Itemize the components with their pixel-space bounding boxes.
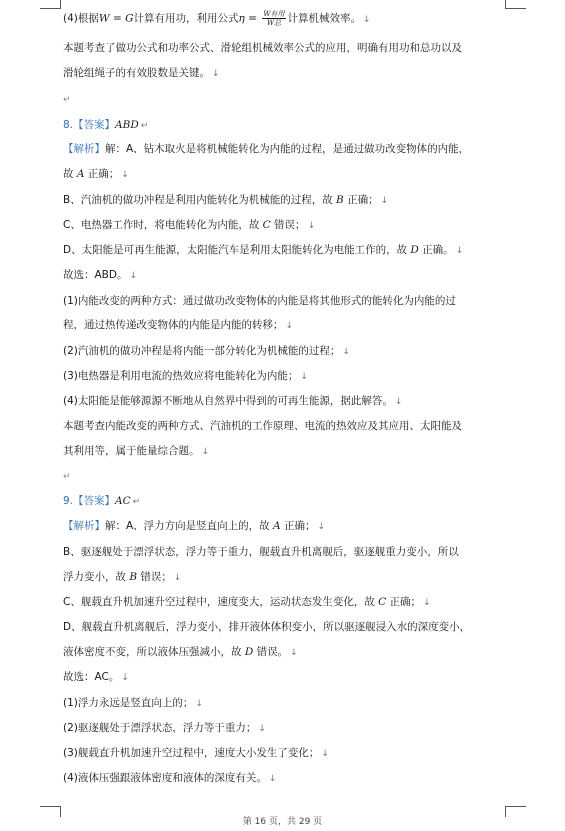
text-run: (3)电热器是利用电流的热效应将电能转化为内能； [63,370,299,382]
question-9-answer [63,494,140,509]
text-run: 计算有用功，利用公式 [133,12,239,25]
answer-mark: ↵ [132,497,141,507]
analysis-tag: 【解析】 [63,520,105,532]
option-letter: D [244,646,254,658]
line-end-mark: ↓ [307,221,316,231]
text-run: B、汽油机的做功冲程是利用内能转化为机械能的过程，故 [63,194,337,206]
text-line [63,721,266,736]
math-eta: η [238,12,245,25]
text-line [63,193,388,208]
line-end-mark: ↓ [394,397,403,407]
option-letter: B [336,194,344,206]
line-end-mark: ↓ [129,271,138,281]
text-line [63,344,350,359]
text-run: 解：A、浮力方向是竖直向上的，故 [105,520,274,532]
fraction-numerator: W有用 [263,10,285,18]
text-run: C、舰载直升机加速升空过程中，速度变大，运动状态发生变化，故 [63,596,379,608]
text-run: 本题考查内能改变的两种方式、汽油机的工作原理、电流的热效应及其应用、太阳能及 [63,420,462,432]
text-line [63,243,463,258]
answer-value: AC [115,495,131,507]
text-run: 其利用等，属于能量综合题。 [63,445,200,457]
line-end-mark: ↓ [455,246,464,256]
option-letter: C [262,219,271,231]
analysis-line [63,142,469,156]
text-run: 解：A、钻木取火是将机械能转化为内能的过程，是通过做功改变物体的内能， [105,143,470,155]
text-line [63,620,470,634]
page-footer: 第 16 页，共 29 页 [242,817,323,827]
text-run: 正确； [386,596,422,608]
line-end-mark: ↓ [363,14,371,25]
analysis-line [63,519,325,534]
text-line [63,746,329,761]
paragraph-mark-line [63,92,71,107]
answer-tag: 【答案】 [73,119,116,131]
option-letter: C [378,596,387,608]
question-number: 8. [63,119,74,131]
answer-value: ABD [115,119,139,131]
paragraph-mark: ↵ [63,95,71,105]
text-run: 液体密度不变，所以液体压强减小，故 [63,646,245,658]
text-run: 滑轮组绳子的有效股数是关键。 [63,67,210,79]
text-run: (1)浮力永远是竖直向上的； [63,697,194,709]
option-letter: D [410,244,419,256]
line-end-mark: ↓ [321,749,329,759]
text-line [63,369,308,384]
line-end-mark: ↓ [121,170,129,180]
text-line [63,444,209,459]
line-end-mark: ↓ [212,69,220,79]
text-run: 故选：AC。 [63,671,120,683]
text-line [63,570,181,585]
option-letter: A [76,168,85,180]
answer-tag: 【答案】 [73,495,116,507]
text-run: (2)汽油机的做功冲程是将内能一部分转化为机械能的过程； [63,345,341,357]
line-end-mark: ↓ [423,598,431,608]
text-line [63,66,220,81]
math-w: W [98,12,110,25]
option-letter: B [129,571,138,583]
text-run: 错误； [270,219,306,231]
corner-mark-top-right [505,0,526,9]
text-run: 错误。 [253,646,289,658]
text-run: 正确； [343,194,379,206]
line-end-mark: ↓ [201,447,210,457]
text-run: (4)根据 [63,12,99,25]
text-line [63,218,315,233]
line-end-mark: ↓ [285,321,294,331]
question-number: 9. [63,495,74,507]
text-line [63,394,402,409]
text-line [63,595,431,610]
paragraph-mark-line [63,469,71,484]
paragraph-mark: ↵ [63,472,71,482]
text-run: B、驱逐舰处于漂浮状态，浮力等于重力，舰载直升机离舰后，驱逐舰重力变小，所以 [63,546,459,558]
line-end-mark: ↓ [380,196,389,206]
text-run: 程，通过热传递改变物体的内能是内能的转移； [63,319,284,331]
text-line [63,696,203,711]
text-line [63,670,129,685]
text-line [63,419,462,433]
math-eq: = [109,12,126,25]
text-run: 故选：ABD。 [63,269,128,281]
text-line [63,294,456,308]
text-run: (4)液体压强跟液体密度和液体的深度有关。 [63,772,267,784]
analysis-tag: 【解析】 [63,143,105,155]
text-run: 浮力变小，故 [63,571,130,583]
text-run: 正确； [84,168,120,180]
formula-line [63,10,371,27]
math-g: G [125,12,134,25]
text-run: 错误； [137,571,172,583]
line-end-mark: ↓ [317,522,326,532]
line-end-mark: ↓ [121,673,129,683]
text-line [63,268,137,283]
text-run: 计算机械效率。 [287,12,362,25]
text-run: C、电热器工作时，将电能转化为内能，故 [63,219,263,231]
line-end-mark: ↓ [290,648,298,658]
question-8-answer [63,118,148,133]
corner-mark-top-left [40,0,61,9]
line-end-mark: ↓ [300,372,308,382]
text-run: 故 [63,168,77,180]
line-end-mark: ↓ [195,699,203,709]
line-end-mark: ↓ [342,347,350,357]
text-line [63,41,462,55]
text-run: (2)驱逐舰处于漂浮状态，浮力等于重力； [63,722,257,734]
text-run: D、舰载直升机离舰后，浮力变小，排开液体体积变小，所以驱逐舰浸入水的深度变小， [63,621,471,633]
line-end-mark: ↓ [173,573,182,583]
text-line [63,771,276,786]
text-run: (4)太阳能是能够源源不断地从自然界中得到的可再生能源，据此解答。 [63,395,393,407]
text-run: 本题考查了做功公式和功率公式、滑轮组机械效率公式的应用，明确有用功和总功以及 [63,42,462,54]
line-end-mark: ↓ [258,724,266,734]
text-line [63,318,293,333]
answer-mark: ↵ [140,121,149,131]
fraction-denominator: W总 [266,19,282,27]
efficiency-fraction [262,10,285,27]
text-run: D、太阳能是可再生能源，太阳能汽车是利用太阳能转化为电能工作的，故 [63,244,411,256]
text-run: (1)内能改变的两种方式：通过做功改变物体的内能是将其他形式的能转化为内能的过 [63,295,456,307]
text-run: 正确。 [418,244,454,256]
text-line [63,167,129,182]
text-line [63,545,459,559]
math-eq: = [244,12,261,25]
line-end-mark: ↓ [268,774,277,784]
text-line [63,645,298,660]
text-run: (3)舰载直升机加速升空过程中，速度大小发生了变化； [63,747,320,759]
option-letter: A [273,520,281,532]
text-run: 正确； [280,520,316,532]
